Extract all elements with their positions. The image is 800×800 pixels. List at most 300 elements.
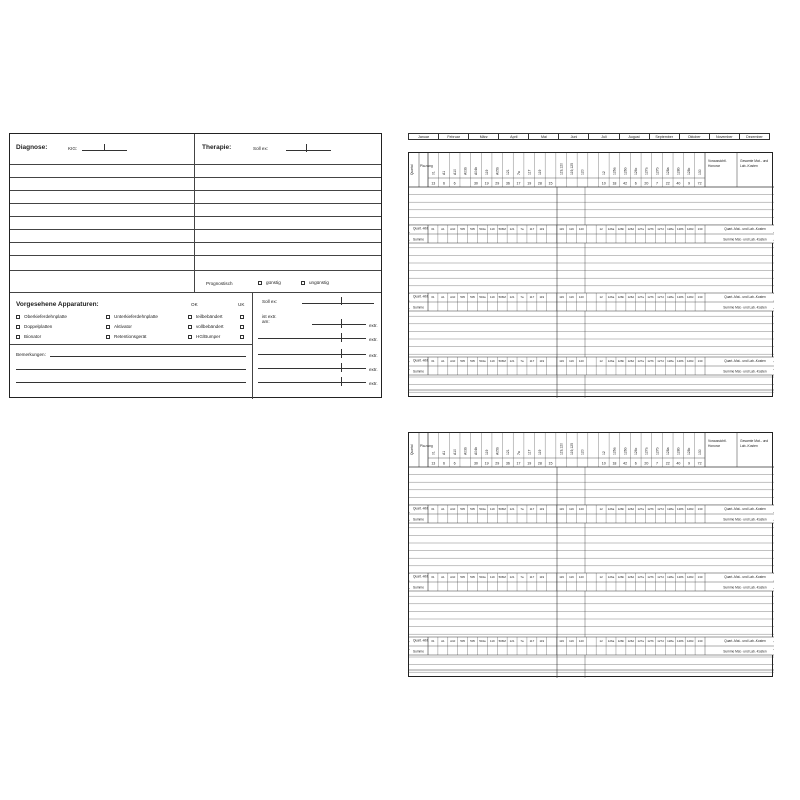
bemerkungen-line[interactable] <box>16 369 246 370</box>
month-cell: November <box>710 134 740 139</box>
quartal-header: 128b <box>677 575 684 580</box>
quartal-header: 128d <box>686 507 694 512</box>
summe-mat-label: Summe Mat.- und Lab.-Kosten <box>723 237 767 242</box>
quartal-header: 7a <box>520 575 524 580</box>
quartal-header: 01 <box>431 227 435 232</box>
quartal-header: 130 <box>697 227 703 232</box>
quartal-header: 117 <box>529 295 535 300</box>
quartal-header: 505 <box>460 295 466 300</box>
apparatur-option[interactable] <box>106 314 158 319</box>
apparatur-option[interactable] <box>16 334 41 339</box>
quartal-header: 130 <box>697 639 703 644</box>
column-header: 128b <box>676 167 681 175</box>
quartal-header: 505 <box>460 507 466 512</box>
quartal-header: 126d <box>627 507 635 512</box>
quartal-header: 504a <box>479 507 486 512</box>
apparatur-option[interactable] <box>16 324 52 329</box>
column-header: 121 <box>506 449 511 455</box>
quartal-header: 505 <box>470 295 475 300</box>
quartal-header: A10 <box>450 227 456 232</box>
checkbox[interactable] <box>16 315 20 319</box>
quartal-header: 119 <box>559 227 564 232</box>
quartal-header: 505 <box>460 575 466 580</box>
column-header: 127a <box>644 167 649 175</box>
column-header: 119 <box>538 169 543 175</box>
quartal-header: 119 <box>569 359 574 364</box>
quartal-header: 121 <box>509 575 515 580</box>
planung-value: 42 <box>623 461 628 466</box>
quartal-header: 01 <box>431 575 435 580</box>
quartal-header: 12 <box>599 359 603 364</box>
quartal-header: 121 <box>509 507 515 512</box>
column-header: 117 <box>527 449 532 455</box>
column-header: A04b <box>474 167 479 175</box>
planung-value: 28 <box>537 461 542 466</box>
quartal-header: 127d <box>657 507 664 512</box>
quartal-header: 127d <box>657 359 664 364</box>
column-header: 126b <box>623 447 628 455</box>
quartal-header: 506M <box>498 507 506 512</box>
quartal-header: 126d <box>627 295 635 300</box>
soll-ex-field[interactable] <box>286 150 331 151</box>
extr-label: extr. <box>369 367 378 372</box>
quart-mat-label: Quart.-Mat.- und Lab.-Kosten <box>724 295 766 299</box>
quartal-header: 120 <box>578 507 584 512</box>
column-header: 121 <box>506 169 511 175</box>
apparatur-label: HG/Bumper <box>196 334 221 339</box>
planung-value: 7 <box>656 461 659 466</box>
quart-mat-label: Quart.-Mat.- und Lab.-Kosten <box>724 507 766 511</box>
quartal-header: 505 <box>470 227 475 232</box>
planung-value: 6 <box>453 461 456 466</box>
quartal-header: 128a <box>667 507 674 512</box>
apparatur-label: Retentionsgerät <box>114 334 147 339</box>
quart-abt-label: Quart.-Abt. <box>413 358 429 363</box>
quartal-header: 506M <box>498 639 506 644</box>
quartal-header: 128a <box>667 639 674 644</box>
column-header: 126a <box>612 167 617 175</box>
column-header: 128c <box>687 167 692 175</box>
quartal-header: 127b <box>647 295 654 300</box>
planung-value: 72 <box>697 461 702 466</box>
quartal-label: Quartal <box>410 444 414 455</box>
quart-abt-label: Quart.-Abt. <box>413 638 429 643</box>
apparatur-option[interactable] <box>106 334 146 339</box>
quartal-header: 119 <box>559 575 564 580</box>
quartal-header: 01 <box>431 295 435 300</box>
quartal-header: A1 <box>441 639 445 644</box>
planung-value: 19 <box>484 461 489 466</box>
quartal-header: 119 <box>559 639 564 644</box>
quartal-header: A10 <box>450 359 456 364</box>
quartal-header: 128b <box>677 295 684 300</box>
planung-value: 36 <box>505 181 510 186</box>
quartal-header: 504a <box>479 575 486 580</box>
quartal-header: 505 <box>460 227 466 232</box>
quartal-header: 117 <box>529 507 535 512</box>
planung-value: 22 <box>665 461 670 466</box>
quartal-header: 130 <box>697 295 703 300</box>
gesamte-label: Lab.-Kosten <box>740 444 758 448</box>
quart-mat-label: Quart.-Mat.- und Lab.-Kosten <box>724 639 766 643</box>
quartal-header: 120 <box>578 359 584 364</box>
quartal-header: 126a <box>607 507 615 512</box>
planung-value: 10 <box>601 461 606 466</box>
column-header: 12 <box>601 171 606 175</box>
extr-label: extr. <box>369 353 378 358</box>
quartal-label: Quartal <box>410 164 414 175</box>
column-header: 120 <box>580 169 585 175</box>
quartal-header: A10 <box>450 295 456 300</box>
planung-value: 29 <box>495 461 500 466</box>
column-header: A1 <box>442 170 447 175</box>
quartal-header: 127b <box>647 639 654 644</box>
quartal-header: 119 <box>489 295 495 300</box>
checkbox[interactable] <box>16 325 20 329</box>
gesamte-label: Gesamte Mat.- und <box>740 439 769 443</box>
quartal-header: 119 <box>539 295 545 300</box>
quart-abt-label: Quart.-Abt. <box>413 294 429 299</box>
extraction-field[interactable] <box>258 338 366 339</box>
quartal-header: 01 <box>431 639 435 644</box>
quartal-header: 505 <box>470 639 475 644</box>
apparatur-label: Doppelplatten <box>24 324 53 329</box>
quartal-header: 128a <box>667 227 674 232</box>
quartal-header: 126b <box>617 639 625 644</box>
checkbox[interactable] <box>188 325 192 329</box>
planung-label: Pla-nung <box>420 444 433 448</box>
checkbox[interactable] <box>106 335 110 339</box>
quartal-header: 126b <box>617 227 625 232</box>
quartal-header: 120 <box>578 295 584 300</box>
voraussichtl-label: Voraussichtl. <box>708 439 727 443</box>
planung-value: 19 <box>527 461 532 466</box>
quart-abt-label: Quart.-Abt. <box>413 506 429 511</box>
checkbox[interactable] <box>301 281 305 285</box>
planung-label: Pla-nung <box>420 164 433 168</box>
quartal-header: 12 <box>599 575 603 580</box>
quartal-header: 128b <box>677 507 684 512</box>
quartal-header: A10 <box>450 507 456 512</box>
apparatur-label: Oberkieferdehnplatte <box>24 314 67 319</box>
planung-value: 10 <box>601 181 606 186</box>
quartal-header: 126a <box>607 227 615 232</box>
column-header: A1 <box>442 450 447 455</box>
planung-value: 72 <box>697 181 702 186</box>
month-cell: Oktober <box>680 134 710 139</box>
checkbox-uk[interactable] <box>240 315 244 319</box>
quartal-header: 127b <box>647 359 654 364</box>
column-header: 12 <box>601 451 606 455</box>
quartal-header: 119 <box>489 575 495 580</box>
quartal-header: 126a <box>607 295 615 300</box>
planung-value: 13 <box>431 461 436 466</box>
extr-label: extr. <box>369 381 378 386</box>
summe-mat-label: Summe Mat.- und Lab.-Kosten <box>723 649 767 654</box>
quartal-header: 505 <box>470 575 475 580</box>
quartal-header: 117 <box>529 575 535 580</box>
quart-abt-label: Quart.-Abt. <box>413 226 429 231</box>
unguenstig-option[interactable]: ungünstig <box>301 280 329 285</box>
quartal-header: 505 <box>460 639 466 644</box>
prognostisch-label: Prognostisch <box>206 281 233 286</box>
apparaturen-title: Vorgesehene Apparaturen: <box>16 301 99 308</box>
quartal-header: 119 <box>569 575 574 580</box>
month-cell: April <box>499 134 529 139</box>
checkbox[interactable] <box>188 315 192 319</box>
quartal-header: A1 <box>441 507 445 512</box>
soll-ex2-label: Soll ex: <box>262 299 278 304</box>
months-header <box>408 133 770 140</box>
quartal-header: 121 <box>509 227 515 232</box>
chart-sheet-2 <box>408 432 773 677</box>
quartal-header: 127a <box>637 575 644 580</box>
quartal-header: 127a <box>637 639 644 644</box>
quartal-header: A10 <box>450 575 456 580</box>
bemerkungen-line[interactable] <box>16 382 246 383</box>
soll-ex-label: Soll ex: <box>253 146 269 151</box>
checkbox[interactable] <box>106 315 110 319</box>
apparatur-label: Aktivator <box>114 324 132 329</box>
quartal-header: 126d <box>627 359 635 364</box>
planung-value: 6 <box>442 461 445 466</box>
planung-value: 13 <box>431 181 436 186</box>
planung-value: 17 <box>516 181 521 186</box>
summe-mat-label: Summe Mat.- und Lab.-Kosten <box>723 305 767 310</box>
soll-ex2-field[interactable] <box>302 303 374 304</box>
quartal-header: A1 <box>441 359 445 364</box>
quartal-header: 505 <box>470 507 475 512</box>
month-cell: August <box>620 134 650 139</box>
planung-value: 6 <box>442 181 445 186</box>
apparatur-label: vollbebändert <box>196 324 224 329</box>
quartal-header: 128d <box>686 575 694 580</box>
column-header: 128c <box>687 447 692 455</box>
column-header: A05b <box>495 447 500 455</box>
column-header: 120 <box>580 449 585 455</box>
extraction-field[interactable] <box>258 382 366 383</box>
quartal-header: 128d <box>686 227 694 232</box>
chart-sheet-1 <box>408 152 773 397</box>
extraction-field[interactable] <box>312 324 366 325</box>
column-header: A05b <box>495 167 500 175</box>
month-cell: Dezember <box>746 135 763 139</box>
quartal-header: A10 <box>450 639 456 644</box>
column-header: A04b <box>474 447 479 455</box>
column-header: A03b <box>463 447 468 455</box>
quartal-header: 120 <box>578 639 584 644</box>
quartal-header: 126d <box>627 639 635 644</box>
voraussichtl-label: Honorar <box>708 444 720 448</box>
kig-label: KIG: <box>68 146 78 151</box>
quartal-header: 126b <box>617 507 625 512</box>
quartal-header: 130 <box>697 359 703 364</box>
apparatur-option[interactable] <box>106 324 132 329</box>
quartal-header: 130 <box>697 575 703 580</box>
column-header: 119 <box>484 169 489 175</box>
quartal-header: 126b <box>617 295 625 300</box>
quartal-header: 119 <box>489 639 495 644</box>
column-header: 128a <box>665 167 670 175</box>
checkbox[interactable] <box>258 281 262 285</box>
checkbox-uk[interactable] <box>240 325 244 329</box>
therapie-title: Therapie: <box>202 144 232 151</box>
checkbox-uk[interactable] <box>240 335 244 339</box>
quartal-header: 127d <box>657 639 664 644</box>
quartal-header: 119 <box>569 507 574 512</box>
planung-value: 15 <box>548 181 553 186</box>
quartal-header: 128b <box>677 359 684 364</box>
quartal-header: 506M <box>498 359 506 364</box>
planung-value: 9 <box>688 461 691 466</box>
summe-label: Summe <box>413 649 424 654</box>
planung-value: 7 <box>656 181 659 186</box>
quartal-header: 127b <box>647 507 654 512</box>
apparatur-option[interactable] <box>188 314 223 319</box>
quartal-header: 126a <box>607 359 615 364</box>
column-header: 128b <box>676 447 681 455</box>
quartal-header: 504a <box>479 639 486 644</box>
column-header: 117 <box>527 169 532 175</box>
planung-value: 42 <box>623 181 628 186</box>
quartal-header: 117 <box>529 227 535 232</box>
extraction-field[interactable] <box>258 354 366 355</box>
column-header: 01 <box>431 171 436 175</box>
extr-label: extr. <box>369 323 378 328</box>
summe-label: Summe <box>413 305 424 310</box>
quartal-header: 121 <box>509 639 515 644</box>
column-header: 119 <box>484 449 489 455</box>
column-header: 126c <box>633 167 638 175</box>
quartal-header: 504a <box>479 227 486 232</box>
planung-value: 6 <box>453 181 456 186</box>
quart-abt-label: Quart.-Abt. <box>413 574 429 579</box>
quartal-header: 119 <box>539 639 545 644</box>
apparatur-option[interactable] <box>188 324 224 329</box>
sheet-grid <box>409 153 774 398</box>
bemerkungen-line[interactable] <box>50 356 246 357</box>
planung-value: 20 <box>644 181 649 186</box>
quartal-header: 128b <box>677 639 684 644</box>
summe-mat-label: Summe Mat.- und Lab.-Kosten <box>723 517 767 522</box>
quartal-header: 119 <box>489 507 495 512</box>
apparatur-label: Unterkieferdehnplatte <box>114 314 158 319</box>
checkbox[interactable] <box>188 335 192 339</box>
uk-label: UK <box>238 302 245 307</box>
quartal-header: 12 <box>599 295 603 300</box>
summe-mat-label: Summe Mat.- und Lab.-Kosten <box>723 585 767 590</box>
planung-value: 36 <box>505 461 510 466</box>
column-header: 7a <box>516 171 521 175</box>
column-header: 126c <box>633 447 638 455</box>
planung-value: 18 <box>612 461 617 466</box>
quartal-header: 505 <box>470 359 475 364</box>
planung-value: 30 <box>473 181 478 186</box>
column-header: 130 <box>697 169 702 175</box>
quartal-header: 504a <box>479 295 486 300</box>
quartal-header: 126b <box>617 575 625 580</box>
quartal-header: 127d <box>657 575 664 580</box>
quartal-header: 7a <box>520 507 524 512</box>
planung-value: 30 <box>473 461 478 466</box>
column-header: 127b <box>655 447 660 455</box>
quartal-header: 126d <box>627 575 635 580</box>
column-header: 130 <box>697 449 702 455</box>
patient-card <box>9 133 382 398</box>
quartal-header: 119 <box>539 359 545 364</box>
quartal-header: 126a <box>607 639 615 644</box>
apparatur-option[interactable] <box>188 334 220 339</box>
apparatur-label: teilbebändert <box>196 314 223 319</box>
quartal-header: 119 <box>539 507 545 512</box>
quartal-header: 117 <box>529 639 535 644</box>
planung-value: 22 <box>665 181 670 186</box>
checkbox[interactable] <box>16 335 20 339</box>
quartal-header: 119 <box>539 227 545 232</box>
column-header: A03b <box>463 167 468 175</box>
quart-mat-label: Quart.-Mat.- und Lab.-Kosten <box>724 575 766 579</box>
quartal-header: 7a <box>520 639 524 644</box>
quartal-header: 128a <box>667 295 674 300</box>
planung-value: 15 <box>548 461 553 466</box>
quartal-header: 127d <box>657 227 664 232</box>
column-header: 128a <box>665 447 670 455</box>
quartal-header: 127a <box>637 507 644 512</box>
checkbox[interactable] <box>106 325 110 329</box>
month-cell: Januar <box>409 134 439 139</box>
planung-value: 6 <box>634 181 637 186</box>
quartal-header: 7a <box>520 295 524 300</box>
column-header: 127b <box>655 167 660 175</box>
column-header: 119 <box>538 449 543 455</box>
quartal-header: 128d <box>686 295 694 300</box>
quartal-header: 121 <box>509 295 515 300</box>
quartal-header: 504a <box>479 359 486 364</box>
apparatur-option[interactable] <box>16 314 67 319</box>
column-header: 119,125 <box>570 442 575 455</box>
quartal-header: 121 <box>509 359 515 364</box>
quartal-header: 126d <box>627 227 635 232</box>
quartal-header: 127b <box>647 227 654 232</box>
guenstig-option[interactable]: günstig <box>258 280 281 285</box>
sheet-grid <box>409 433 774 678</box>
quartal-header: 119 <box>569 639 574 644</box>
quartal-header: 128b <box>677 227 684 232</box>
column-header: 7a <box>516 451 521 455</box>
quartal-header: 01 <box>431 507 435 512</box>
quartal-header: 120 <box>578 575 584 580</box>
quartal-header: 506M <box>498 295 506 300</box>
quartal-header: 7a <box>520 359 524 364</box>
planung-value: 19 <box>527 181 532 186</box>
planung-value: 29 <box>495 181 500 186</box>
quartal-header: 119 <box>489 227 495 232</box>
extraction-field[interactable] <box>258 368 366 369</box>
voraussichtl-label: Voraussichtl. <box>708 159 727 163</box>
quartal-header: 127a <box>637 227 644 232</box>
quartal-header: 506M <box>498 227 506 232</box>
month-cell: September <box>650 134 680 139</box>
planung-value: 28 <box>537 181 542 186</box>
planung-value: 6 <box>634 461 637 466</box>
ok-label: OK <box>191 302 198 307</box>
planung-value: 19 <box>484 181 489 186</box>
quartal-header: 12 <box>599 639 603 644</box>
quartal-header: 128a <box>667 575 674 580</box>
quartal-header: 119 <box>539 575 545 580</box>
month-cell: Mai <box>529 134 559 139</box>
summe-label: Summe <box>413 585 424 590</box>
